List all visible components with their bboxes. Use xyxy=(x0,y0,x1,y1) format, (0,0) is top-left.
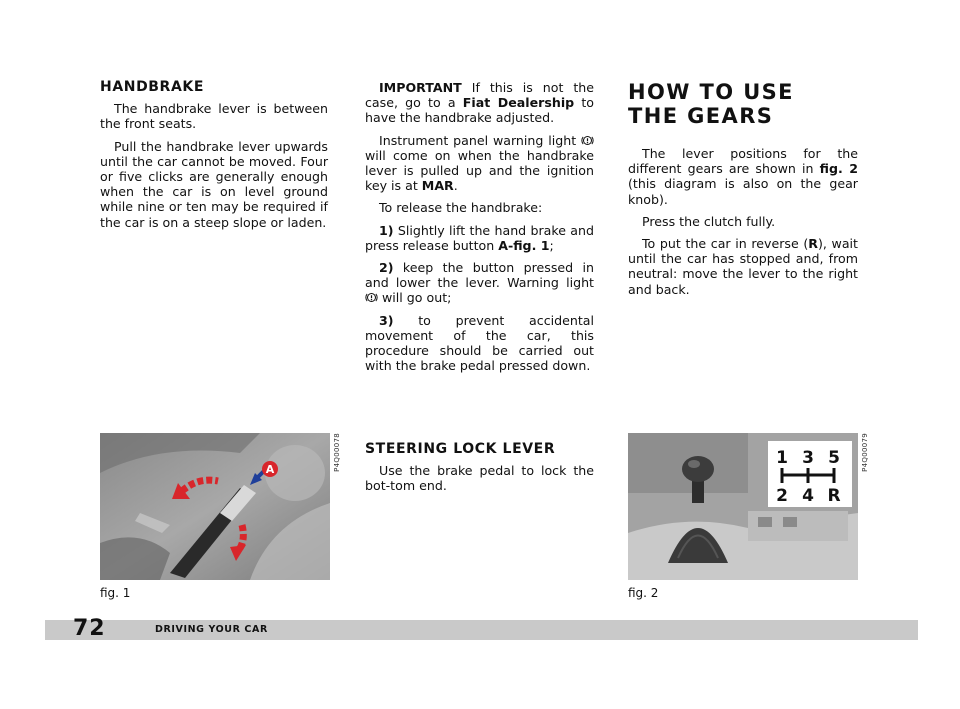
dealership-ref: Fiat Dealership xyxy=(462,95,575,111)
gear-2-label: 2 xyxy=(776,486,788,506)
brake-warning-icon xyxy=(581,134,594,147)
gears-p3-b: ), wait until the car has stopped and, from neutral: move the lever to the right and back. xyxy=(628,236,858,297)
step-2-text-b: will go out; xyxy=(378,290,452,306)
step-2-number: 2) xyxy=(379,260,394,276)
important-text-a: If this is not the case, go to a xyxy=(365,80,594,111)
step-3 xyxy=(365,313,594,374)
page-number: 72 xyxy=(73,616,106,641)
important-paragraph xyxy=(365,80,594,126)
gear-1-label: 1 xyxy=(776,448,788,468)
gear-lever-figure xyxy=(628,433,858,580)
fig1-caption: fig. 1 xyxy=(100,586,131,600)
steering-lock-text: Use the brake pedal to lock the bot-tom end. xyxy=(365,463,594,494)
gears-title-line-1: HOW TO USE xyxy=(628,80,794,104)
gears-fig-ref: fig. 2 xyxy=(819,161,859,177)
step-3-number: 3) xyxy=(379,312,394,328)
gears-p1-a: The lever positions for the different gears are shown in xyxy=(628,146,858,177)
important-section xyxy=(365,80,594,380)
warn-text-c: . xyxy=(453,178,458,194)
gears-title xyxy=(628,80,858,128)
step-3-text: to prevent accidental movement of the car, this procedure should be carried out with the brake pedal pressed down. xyxy=(365,312,594,374)
handbrake-section xyxy=(100,80,328,237)
step-2 xyxy=(365,260,594,306)
gear-3-label: 3 xyxy=(802,448,814,468)
mar-label: MAR xyxy=(421,178,454,194)
step-1 xyxy=(365,223,594,253)
fig2-code: P4Q00079 xyxy=(861,433,869,472)
warning-light-paragraph xyxy=(365,133,594,194)
step-1-end: ; xyxy=(549,237,554,253)
handbrake-figure xyxy=(100,433,330,580)
step-1-ref: A-fig. 1 xyxy=(498,237,550,253)
gear-4-label: 4 xyxy=(802,486,814,506)
brake-warning-icon xyxy=(365,291,378,304)
gears-title-line-2: THE GEARS xyxy=(628,104,774,128)
gears-paragraph-2: Press the clutch fully. xyxy=(642,213,776,229)
reverse-label: R xyxy=(808,236,818,252)
gear-5-label: 5 xyxy=(828,448,840,468)
gears-p1-b: (this diagram is also on the gear knob). xyxy=(628,176,858,207)
steering-lock-section xyxy=(365,442,594,494)
gears-p3-a: To put the car in reverse ( xyxy=(642,236,809,252)
button-a-label: A xyxy=(265,463,275,476)
gears-paragraph-1 xyxy=(628,146,858,207)
handbrake-illustration xyxy=(100,433,330,580)
step-1-text: Slightly lift the hand brake and press release button xyxy=(365,222,594,253)
steering-lock-heading: STEERING LOCK LEVER xyxy=(365,441,556,457)
handbrake-paragraph-1: The handbrake lever is between the front seats. xyxy=(100,101,328,132)
warn-text-a: Instrument panel warning light xyxy=(379,132,581,148)
fig2-caption: fig. 2 xyxy=(628,586,659,600)
important-label: IMPORTANT xyxy=(379,80,462,95)
gears-paragraph-3 xyxy=(628,236,858,297)
gear-r-label: R xyxy=(827,486,841,506)
release-intro: To release the handbrake: xyxy=(379,200,543,216)
step-2-text-a: keep the button pressed in and lower the lever. Warning light xyxy=(365,260,594,291)
step-1-number: 1) xyxy=(379,222,394,238)
handbrake-paragraph-2: Pull the handbrake lever upwards until the car cannot be moved. Four or five clicks are generally enough when the car is on level ground while nine or ten may be required if the car is on a steep slope or laden. xyxy=(100,138,328,230)
handbrake-heading: HANDBRAKE xyxy=(100,79,204,95)
important-text-b: to have the handbrake adjusted. xyxy=(365,95,594,126)
section-title: DRIVING YOUR CAR xyxy=(155,624,268,635)
warn-text-b: will come on when the handbrake lever is pulled up and the ignition key is at xyxy=(365,147,594,194)
gear-lever-illustration xyxy=(628,433,858,580)
gears-section xyxy=(628,80,858,304)
fig1-code: P4Q00078 xyxy=(333,433,341,472)
